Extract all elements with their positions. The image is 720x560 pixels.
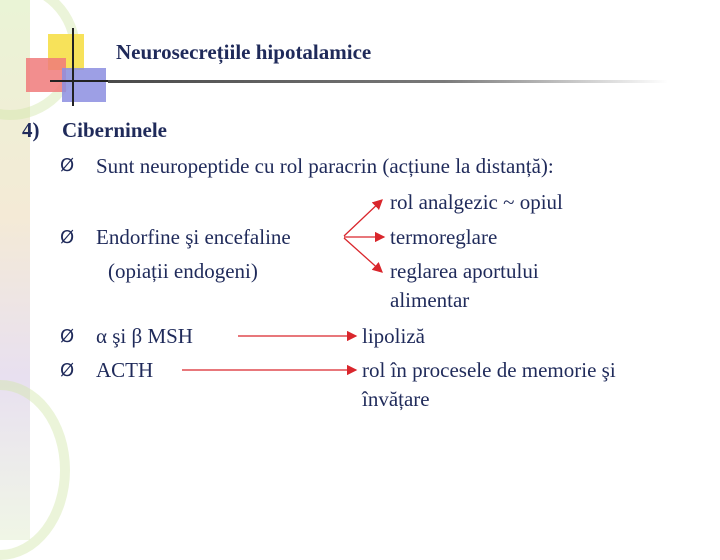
bullet-arrow-icon: Ø — [60, 360, 75, 381]
arrow-to-aport — [344, 238, 382, 272]
bullet-arrow-icon: Ø — [60, 227, 75, 248]
bullet-arrow-icon: Ø — [60, 155, 75, 176]
bullet-endorfine-text: Endorfine şi encefaline — [96, 225, 291, 249]
slide-title: Neurosecrețiile hipotalamice — [116, 40, 372, 64]
section-title: Ciberninele — [62, 118, 167, 142]
arrow-to-analgezic — [344, 200, 382, 236]
effect-analgezic: rol analgezic ~ opiul — [390, 190, 563, 214]
bullet-msh-text: α şi β MSH — [96, 324, 193, 348]
bullet-neuropeptide-text: Sunt neuropeptide cu rol paracrin (acțiune la distanță): — [96, 154, 554, 178]
effect-termoreglare: termoreglare — [390, 225, 498, 249]
bullet-arrow-icon: Ø — [60, 326, 75, 347]
effect-aport-line2: alimentar — [390, 288, 470, 312]
effect-lipoliza: lipoliză — [362, 324, 425, 348]
effect-memorie-line1: rol în procesele de memorie şi — [362, 358, 616, 382]
effect-memorie-line2: învățare — [362, 387, 430, 411]
effect-aport-line1: reglarea aportului — [390, 259, 539, 283]
bullet-endorfine-subtext: (opiații endogeni) — [108, 259, 258, 283]
section-number: 4) — [22, 118, 40, 142]
bullet-acth-text: ACTH — [96, 358, 154, 382]
